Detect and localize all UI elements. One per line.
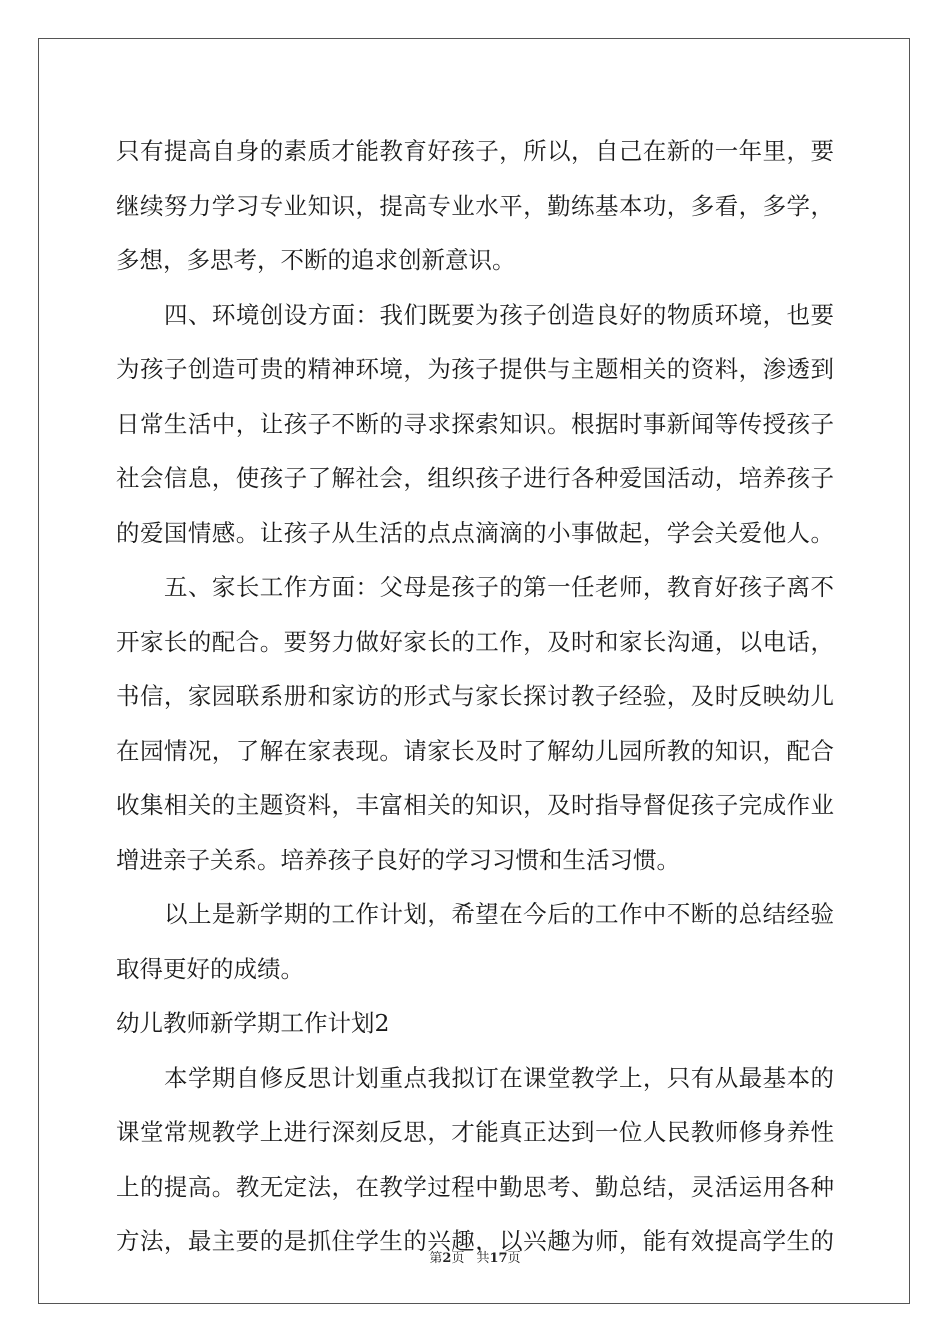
text-line: 日常生活中，让孩子不断的寻求探索知识。根据时事新闻等传授孩子 — [116, 409, 834, 438]
text-line: 开家长的配合。要努力做好家长的工作，及时和家长沟通，以电话， — [116, 627, 834, 656]
paragraph-start-line: 以上是新学期的工作计划，希望在今后的工作中不断的总结经验 — [164, 900, 834, 928]
text-line: 课堂常规教学上进行深刻反思，才能真正达到一位人民教师修身养性 — [116, 1118, 834, 1146]
text-line: 取得更好的成绩。 — [116, 954, 304, 983]
text-line: 为孩子创造可贵的精神环境，为孩子提供与主题相关的资料，渗透到 — [116, 355, 834, 383]
total-prefix: 共 — [476, 1251, 490, 1266]
text-line: 增进亲子关系。培养孩子良好的学习习惯和生活习惯。 — [116, 845, 680, 874]
text-line: 在园情况，了解在家表现。请家长及时了解幼儿园所教的知识，配合 — [116, 736, 834, 765]
paragraph-start-line: 四、环境创设方面：我们既要为孩子创造良好的物质环境，也要 — [164, 300, 834, 329]
document-body — [116, 124, 834, 1269]
text-line: 方法，最主要的是抓住学生的兴趣，以兴趣为师，能有效提高学生的 — [116, 1227, 834, 1255]
total-suffix: 页 — [507, 1251, 521, 1266]
text-line: 上的提高。教无定法，在教学过程中勤思考、勤总结，灵活运用各种 — [116, 1172, 834, 1201]
paragraph-start-line: 本学期自修反思计划重点我拟订在课堂教学上，只有从最基本的 — [164, 1063, 834, 1092]
text-line: 多想，多思考，不断的追求创新意识。 — [116, 246, 516, 274]
paragraph-start-line: 五、家长工作方面：父母是孩子的第一任老师，教育好孩子离不 — [164, 573, 834, 601]
text-line: 只有提高自身的素质才能教育好孩子，所以，自己在新的一年里，要 — [116, 137, 834, 165]
page-suffix: 页 — [451, 1251, 465, 1266]
page-prefix: 第 — [429, 1251, 443, 1266]
text-line: 继续努力学习专业知识，提高专业水平，勤练基本功，多看，多学， — [116, 191, 834, 220]
text-line: 收集相关的主题资料，丰富相关的知识，及时指导督促孩子完成作业 — [116, 791, 834, 819]
text-line: 社会信息，使孩子了解社会，组织孩子进行各种爱国活动，培养孩子 — [116, 464, 834, 492]
page-number: 2 — [442, 1251, 452, 1266]
text-line: 的爱国情感。让孩子从生活的点点滴滴的小事做起，学会关爱他人。 — [116, 518, 834, 547]
total-pages: 17 — [489, 1251, 508, 1266]
section-heading: 幼儿教师新学期工作计划2 — [116, 1009, 390, 1037]
page-footer — [0, 1247, 950, 1266]
text-line: 书信，家园联系册和家访的形式与家长探讨教子经验，及时反映幼儿 — [116, 682, 834, 710]
